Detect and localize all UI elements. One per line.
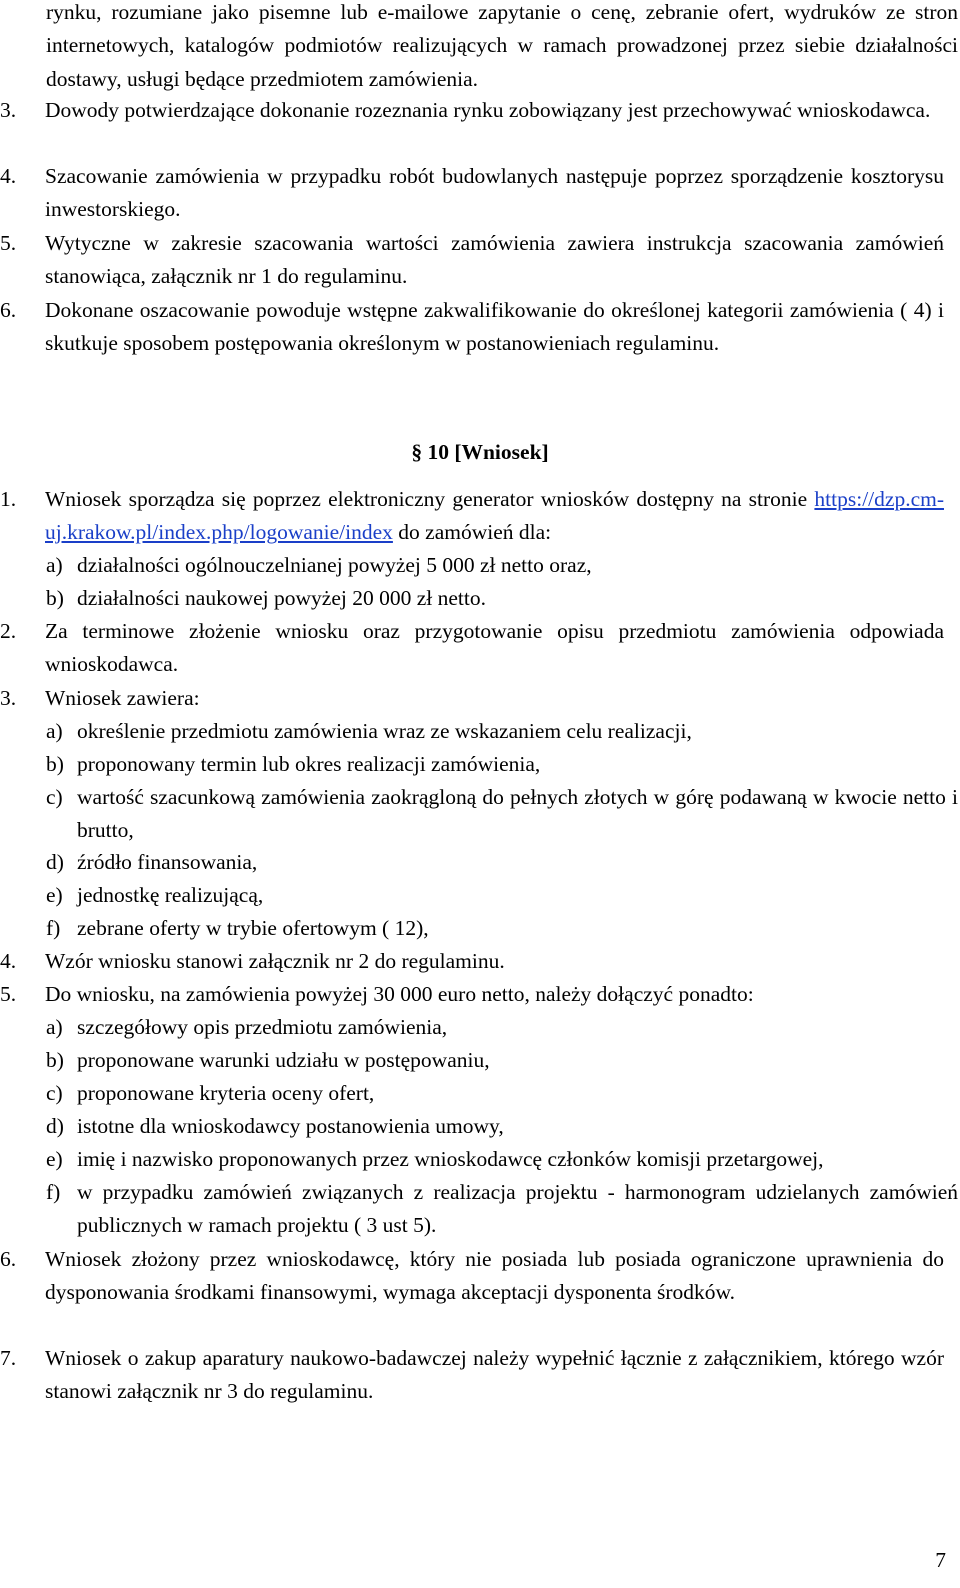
sub-label: a) [46, 1015, 63, 1039]
sub-item-3c [46, 781, 958, 848]
sub-label: d) [46, 1114, 64, 1138]
section-heading: § 10 [Wniosek] [411, 440, 549, 464]
list-item-10-3 [0, 682, 944, 715]
sub-text: działalności ogólnouczelnianej powyżej 5 000 zł netto oraz, [77, 553, 592, 577]
continuation-text: rynku, rozumiane jako pisemne lub e-mailowe zapytanie o cenę, zebranie ofert, wydruków ze stron internetowych, katalogów podmiotów realizujących w ramach prowadzonej przez siebie działalności dostawy, usługi będące przedmiotem zamówienia. [46, 0, 958, 91]
sub-item-3a [46, 715, 958, 748]
item-text: Wniosek o zakup aparatury naukowo-badawczej należy wypełnić łącznie z załącznikiem, którego wzór stanowi załącznik nr 3 do regulaminu. [45, 1346, 944, 1404]
item-number: 6. [0, 1247, 17, 1271]
sub-text: istotne dla wnioskodawcy postanowienia umowy, [77, 1114, 504, 1138]
list-item-9-6 [0, 294, 944, 361]
list-item-9-4 [0, 160, 944, 227]
list-item-9-3 [0, 94, 944, 127]
sub-text: źródło finansowania, [77, 850, 258, 874]
sub-label: e) [46, 1147, 63, 1171]
item-text: Wzór wniosku stanowi załącznik nr 2 do regulaminu. [45, 949, 505, 973]
item-number: 1. [0, 487, 17, 511]
sub-label: f) [46, 1180, 61, 1204]
sub-item-1a [46, 549, 958, 582]
sub-text: proponowany termin lub okres realizacji zamówienia, [77, 752, 541, 776]
item-number: 3. [0, 98, 17, 122]
sub-item-1b [46, 582, 958, 615]
item-text: Wniosek zawiera: [45, 686, 200, 710]
sub-label: c) [46, 1081, 63, 1105]
item-number: 3. [0, 686, 17, 710]
sub-label: a) [46, 719, 63, 743]
sub-item-3d [46, 846, 958, 879]
item-text: Dowody potwierdzające dokonanie rozeznania rynku zobowiązany jest przechowywać wnioskodawca. [45, 98, 931, 122]
list-item-10-4 [0, 945, 944, 978]
item-text-after: do zamówień dla: [392, 520, 552, 545]
sub-item-3b [46, 748, 958, 781]
sub-item-5f [46, 1176, 958, 1243]
sub-text: szczegółowy opis przedmiotu zamówienia, [77, 1015, 448, 1039]
generator-link[interactable]: https://dzp.cm-uj.krakow.pl/index.php/logowanie/index [45, 487, 944, 545]
sub-item-5e [46, 1143, 958, 1176]
sub-item-5d [46, 1110, 958, 1143]
sub-text: w przypadku zamówień związanych z realizacja projektu - harmonogram udzielanych zamówień publicznych w ramach projektu ( 3 ust 5). [77, 1180, 958, 1238]
sub-text: proponowane kryteria oceny ofert, [77, 1081, 375, 1105]
item-number: 4. [0, 949, 17, 973]
list-item-10-7 [0, 1342, 944, 1409]
item-text: Dokonane oszacowanie powoduje wstępne zakwalifikowanie do określonej kategorii zamówienia ( 4) i skutkuje sposobem postępowania określonym w postanowieniach regulaminu. [45, 298, 944, 356]
item-text: Szacowanie zamówienia w przypadku robót budowlanych następuje poprzez sporządzenie kosztorysu inwestorskiego. [45, 164, 944, 222]
list-item-10-5 [0, 978, 944, 1011]
item-text: Do wniosku, na zamówienia powyżej 30 000 euro netto, należy dołączyć ponadto: [45, 982, 754, 1006]
sub-text: jednostkę realizującą, [77, 883, 264, 907]
sub-label: a) [46, 553, 63, 577]
sub-item-5b [46, 1044, 958, 1077]
page-number: 7 [935, 1548, 946, 1572]
item-number: 2. [0, 619, 17, 643]
sub-label: e) [46, 883, 63, 907]
list-item-10-6 [0, 1243, 944, 1310]
sub-label: f) [46, 916, 61, 940]
sub-label: c) [46, 785, 63, 809]
item-text: Za terminowe złożenie wniosku oraz przygotowanie opisu przedmiotu zamówienia odpowiada wnioskodawca. [45, 619, 944, 677]
item-text-before: Wniosek sporządza się poprzez elektroniczny generator wniosków dostępny na stronie [45, 487, 815, 511]
sub-label: d) [46, 850, 64, 874]
item-number: 5. [0, 982, 17, 1006]
sub-text: wartość szacunkową zamówienia zaokrągloną do pełnych złotych w górę podawaną w kwocie netto i brutto, [77, 785, 958, 843]
sub-text: imię i nazwisko proponowanych przez wnioskodawcę członków komisji przetargowej, [77, 1147, 824, 1171]
sub-label: b) [46, 752, 64, 776]
continuation-paragraph [46, 0, 958, 96]
sub-text: określenie przedmiotu zamówienia wraz ze wskazaniem celu realizacji, [77, 719, 692, 743]
sub-label: b) [46, 586, 64, 610]
item-text: Wniosek złożony przez wnioskodawcę, który nie posiada lub posiada ograniczone uprawnienia do dysponowania środkami finansowymi, wymaga akceptacji dysponenta środków. [45, 1247, 944, 1305]
item-number: 6. [0, 298, 17, 322]
sub-label: b) [46, 1048, 64, 1072]
list-item-10-1 [0, 483, 944, 550]
item-number: 4. [0, 164, 17, 188]
sub-text: zebrane oferty w trybie ofertowym ( 12), [77, 916, 429, 940]
sub-item-5c [46, 1077, 958, 1110]
item-number: 5. [0, 231, 17, 255]
sub-text: proponowane warunki udziału w postępowaniu, [77, 1048, 490, 1072]
item-number: 7. [0, 1346, 17, 1370]
item-text: Wytyczne w zakresie szacowania wartości zamówienia zawiera instrukcja szacowania zamówień stanowiąca, załącznik nr 1 do regulaminu. [45, 231, 944, 289]
list-item-10-2 [0, 615, 944, 682]
sub-item-5a [46, 1011, 958, 1044]
item-text [45, 483, 944, 550]
sub-item-3f [46, 912, 958, 945]
sub-item-3e [46, 879, 958, 912]
sub-text: działalności naukowej powyżej 20 000 zł netto. [77, 586, 486, 610]
list-item-9-5 [0, 227, 944, 294]
